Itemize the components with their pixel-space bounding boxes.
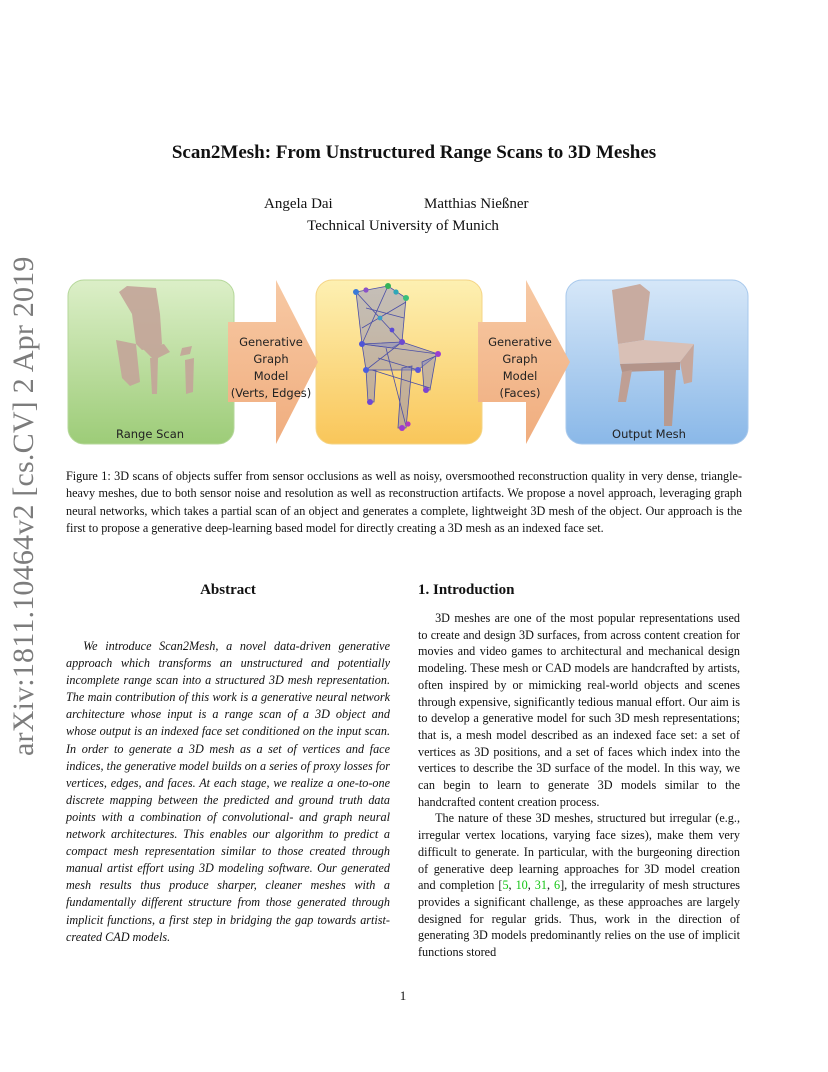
arrow-label-line: (Verts, Edges) — [230, 386, 312, 400]
intro-paragraph-2 — [418, 810, 740, 960]
stage-label-output-mesh: Output Mesh — [612, 427, 686, 441]
stage-label-range-scan: Range Scan — [115, 427, 185, 441]
abstract-text: We introduce Scan2Mesh, a novel data-driven generative approach which transforms an unstructured and potentially incomplete range scan into a structured 3D mesh representation. The main contribution of this work is a generative neural network architecture whose input is a range scan of a 3D object and whose output is an indexed face set conditioned on the input scan. In order to generate a 3D mesh as a set of vertices and face indices, the generative model builds on a series of proxy losses for vertices, edges, and faces. At each stage, we realize a one-to-one discrete mapping between the predicted and ground truth data points with a combination of convolutional- and graph neural network architectures. This enables our algorithm to predict a compact mesh representation similar to those created through manual artist effort using 3D modeling software. Our generated mesh results thus produce sharper, cleaner meshes with a fundamentally different structure from those generated through implicit functions, a first step in bridging the gap towards artist-created CAD models. — [66, 639, 390, 944]
citation-separator: , — [527, 878, 535, 893]
arxiv-stamp: arXiv:1811.10464v2 [cs.CV] 2 Apr 2019 — [7, 256, 40, 756]
page-number: 1 — [399, 988, 407, 1003]
arrow-label-line: Graph — [253, 352, 289, 366]
arrow-label-line: Generative — [488, 335, 552, 349]
intro-text: The nature of these 3D meshes, structured but irregular (e.g., irregular vertex locations, varying face sizes), make them very difficult to generate. In particular, with the burgeoning direction of generative deep learning approaches for 3D model creation and completion [ — [418, 811, 740, 893]
citation-separator: , — [546, 878, 554, 893]
arrow-label-line: Graph — [502, 352, 538, 366]
figure-caption: Figure 1: 3D scans of objects suffer from sensor occlusions as well as noisy, oversmoothed reconstruction quality in very dense, triangle-heavy meshes, due to both sensor noise and resolution as well as reconstruction artifacts. We propose a novel approach, leveraging graph neural networks, which takes a partial scan of an object and generates a complete, lightweight 3D mesh of the object. Our approach is the first to propose a generative deep-learning based model for directly creating a 3D mesh as an indexed face set. — [66, 469, 742, 536]
teaser-figure — [66, 278, 750, 446]
abstract-heading: Abstract — [200, 582, 256, 598]
paper-title: Scan2Mesh: From Unstructured Range Scans to 3D Meshes — [171, 142, 657, 163]
citation-link[interactable]: 10 — [515, 878, 528, 893]
citation-link[interactable]: 6 — [554, 878, 561, 893]
citation-link[interactable]: 31 — [534, 878, 547, 893]
intro-text: ], the irregularity of mesh structures provides a significant challenge, as these approaches are largely designed for regular grids. Thus, work in the direction of generating 3D models predominantly relies on the use of implicit functions stored — [418, 878, 741, 960]
citation-separator: , — [508, 878, 516, 893]
arrow-label-line: Generative — [239, 335, 303, 349]
intro-paragraph-1: 3D meshes are one of the most popular representations used to create and design 3D surfaces, from across content creation for movies and video games to architectural and mechanical design modeling. These mesh or CAD models are handcrafted by artists, often inspired by or mimicking real-world objects and scenes through expensive, significantly tedious manual effort. Our aim is to develop a generative model for such 3D mesh representations; that is, a mesh model described as an indexed face set: a set of vertices as 3D positions, and a set of faces which index into the vertices to describe the 3D surface of the model. In this way, we can begin to learn to generate 3D models similar to the handcrafted content creation process. — [418, 611, 740, 809]
arrow-label-line: (Faces) — [499, 386, 541, 400]
arrow-label-line: Model — [253, 369, 289, 383]
author-name: Angela Dai — [264, 196, 333, 212]
affiliation: Technical University of Munich — [307, 218, 499, 234]
citation-link[interactable]: 5 — [502, 878, 509, 893]
intro-body — [418, 610, 740, 961]
intro-heading: 1. Introduction — [418, 582, 515, 598]
author-name: Matthias Nießner — [424, 196, 529, 212]
arrow-label-line: Model — [502, 369, 538, 383]
